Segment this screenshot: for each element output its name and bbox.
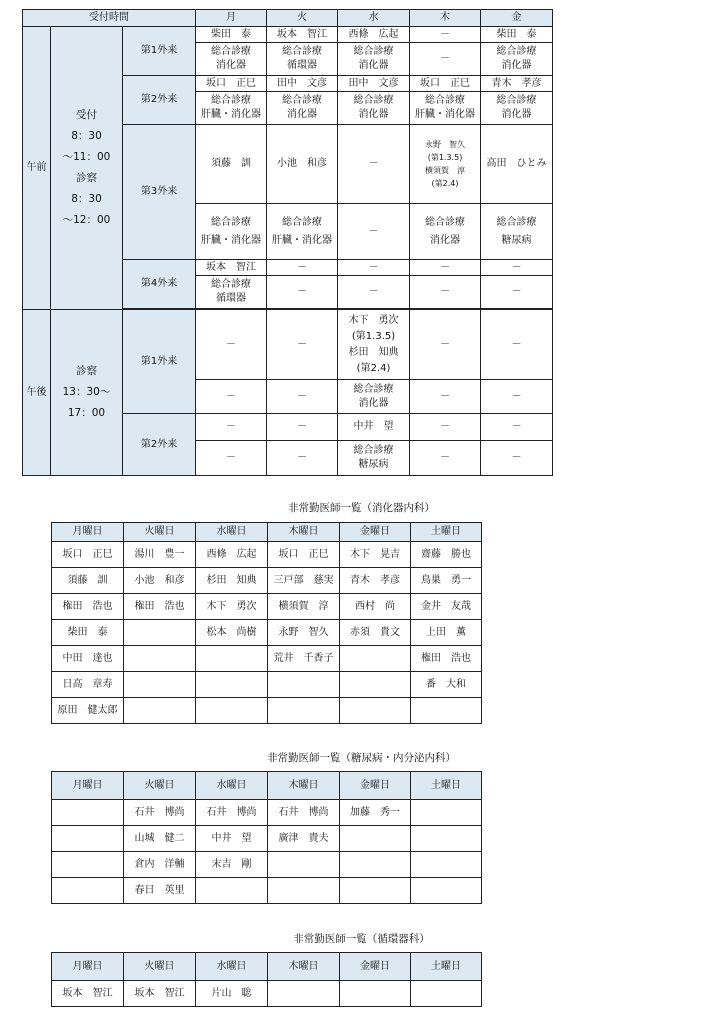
doctor-cell	[124, 698, 196, 724]
am-clinic3-label: 第3外来	[123, 125, 196, 260]
pm-clinic2-doctor: 中井 望	[338, 414, 410, 441]
pm-clinic1-dept: －	[481, 380, 553, 414]
wed-header: 水曜日	[196, 772, 268, 800]
am-clinic4-doctor: －	[338, 260, 410, 276]
pm-clinic2-dept: －	[267, 441, 338, 476]
am-clinic2-dept: 総合診療 肝臓・消化器	[196, 92, 267, 125]
doctor-cell	[124, 620, 196, 646]
doctor-cell	[340, 698, 411, 724]
am-clinic3-dept: 総合診療 肝臓・消化器	[196, 204, 267, 260]
doctor-cell	[268, 672, 340, 698]
am-clinic4-doctor: －	[267, 260, 338, 276]
table-row	[52, 594, 482, 620]
am-clinic1-dept: 総合診療 消化器	[481, 43, 553, 76]
doctor-cell: 末吉 剛	[196, 852, 268, 878]
am-clinic2-dept: 総合診療 肝臓・消化器	[410, 92, 481, 125]
doctor-cell	[340, 852, 411, 878]
doctor-cell	[411, 826, 482, 852]
am-clinic3-dept: 総合診療 消化器	[410, 204, 481, 260]
doctor-cell: 湯川 豊一	[124, 542, 196, 568]
am-clinic4-dept: －	[481, 276, 553, 309]
am-clinic1-doctor: 西條 広起	[338, 27, 410, 43]
thu-header: 木曜日	[268, 772, 340, 800]
doctor-cell: 西條 広起	[196, 542, 268, 568]
doctor-cell	[52, 852, 124, 878]
doctor-cell	[340, 672, 411, 698]
table-row	[52, 826, 482, 852]
pm-label: 午後	[23, 310, 51, 476]
am-clinic4-dept: 総合診療 循環器	[196, 276, 267, 309]
doctor-cell: 杉田 知典	[196, 568, 268, 594]
am-clinic3-dept: 総合診療 肝臓・消化器	[267, 204, 338, 260]
am-clinic1-doctor: 柴田 泰	[196, 27, 267, 43]
table-row	[52, 672, 482, 698]
am-clinic2-doctor: 坂口 正巳	[196, 76, 267, 92]
pm-clinic2-dept: －	[481, 441, 553, 476]
doctor-cell: 青木 孝彦	[340, 568, 411, 594]
doctor-cell	[411, 852, 482, 878]
reception-time-header: 受付時間	[23, 10, 196, 27]
outpatient-schedule-table	[22, 9, 553, 476]
doctor-cell	[196, 646, 268, 672]
pm-clinic1-doctor: －	[410, 310, 481, 380]
pm-clinic2-doctor: －	[267, 414, 338, 441]
am-clinic1-doctor: 坂本 智江	[267, 27, 338, 43]
doctor-cell	[268, 878, 340, 904]
table-row	[52, 620, 482, 646]
am-clinic2-dept: 総合診療 消化器	[267, 92, 338, 125]
mon-header: 月曜日	[52, 523, 124, 542]
doctor-cell	[411, 981, 482, 1007]
table-row	[52, 542, 482, 568]
pm-clinic2-dept: 総合診療 糖尿病	[338, 441, 410, 476]
am-clinic1-dept: 総合診療 消化器	[196, 43, 267, 76]
doctor-cell	[52, 826, 124, 852]
tuesday-header: 火	[267, 10, 338, 27]
am-clinic3-doctor: 高田 ひとみ	[481, 125, 553, 204]
doctor-cell: 松本 尚樹	[196, 620, 268, 646]
doctor-cell: 齋藤 勝也	[411, 542, 482, 568]
table-row	[52, 981, 482, 1007]
doctor-cell: 石井 博尚	[124, 800, 196, 826]
am-clinic2-doctor: 坂口 正巳	[410, 76, 481, 92]
pm-clinic2-dept: －	[196, 441, 267, 476]
am-clinic1-doctor: －	[410, 27, 481, 43]
mon-header: 月曜日	[52, 953, 124, 981]
doctor-cell	[52, 800, 124, 826]
am-clinic1-label: 第1外来	[123, 27, 196, 76]
doctor-cell	[196, 878, 268, 904]
pm-clinic2-doctor: －	[481, 414, 553, 441]
doctor-cell: 権田 浩也	[411, 646, 482, 672]
doctor-cell: 横須賀 淳	[268, 594, 340, 620]
doctor-cell: 上田 薫	[411, 620, 482, 646]
doctor-cell	[340, 981, 411, 1007]
tue-header: 火曜日	[124, 953, 196, 981]
table-row	[52, 698, 482, 724]
am-clinic3-dept: 総合診療 糖尿病	[481, 204, 553, 260]
pm-clinic1-dept: －	[267, 380, 338, 414]
pm-clinic2-dept: －	[410, 441, 481, 476]
sat-header: 土曜日	[411, 953, 482, 981]
am-clinic2-doctor: 田中 文彦	[267, 76, 338, 92]
pm-time-cell: 診察 13：30～ 17：00	[51, 310, 123, 476]
sat-header: 土曜日	[411, 772, 482, 800]
am-clinic3-doctor: 須藤 訓	[196, 125, 267, 204]
fri-header: 金曜日	[340, 953, 411, 981]
am-clinic4-dept: －	[267, 276, 338, 309]
pm-clinic1-label: 第1外来	[123, 310, 196, 414]
am-clinic1-doctor: 柴田 泰	[481, 27, 553, 43]
am-time-cell: 受付 8：30 ～11：00 診察 8：30 ～12：00	[51, 27, 123, 310]
tue-header: 火曜日	[124, 772, 196, 800]
pm-clinic1-dept: －	[410, 380, 481, 414]
am-clinic4-dept: －	[338, 276, 410, 309]
table-row	[52, 568, 482, 594]
doctor-cell: 荒井 千香子	[268, 646, 340, 672]
doctor-cell: 番 大和	[411, 672, 482, 698]
am-clinic2-dept: 総合診療 消化器	[481, 92, 553, 125]
doctor-cell	[340, 646, 411, 672]
table-row	[52, 878, 482, 904]
am-clinic1-dept: －	[410, 43, 481, 76]
doctor-cell: 石井 博尚	[196, 800, 268, 826]
am-clinic2-doctor: 田中 文彦	[338, 76, 410, 92]
am-clinic2-doctor: 青木 孝彦	[481, 76, 553, 92]
wednesday-header: 水	[338, 10, 410, 27]
pm-clinic1-dept: －	[196, 380, 267, 414]
am-clinic3-dept: －	[338, 204, 410, 260]
doctor-cell: 片山 聡	[196, 981, 268, 1007]
am-clinic4-dept: －	[410, 276, 481, 309]
cardiology-doctors-table	[51, 952, 482, 1007]
doctor-cell: 原田 健太郎	[52, 698, 124, 724]
pm-clinic2-doctor: －	[196, 414, 267, 441]
doctor-cell: 永野 智久	[268, 620, 340, 646]
doctor-cell: 加藤 秀一	[340, 800, 411, 826]
thursday-header: 木	[410, 10, 481, 27]
doctor-cell: 春日 英里	[124, 878, 196, 904]
pm-clinic2-label: 第2外来	[123, 414, 196, 476]
doctor-cell	[196, 672, 268, 698]
doctor-cell	[340, 826, 411, 852]
doctor-cell: 赤須 貴文	[340, 620, 411, 646]
am-clinic1-dept: 総合診療 消化器	[338, 43, 410, 76]
doctor-cell	[268, 698, 340, 724]
friday-header: 金	[481, 10, 553, 27]
doctor-cell: 三戸部 慈実	[268, 568, 340, 594]
doctor-cell: 中田 達也	[52, 646, 124, 672]
mon-header: 月曜日	[52, 772, 124, 800]
table-row	[52, 800, 482, 826]
am-clinic3-doctor: 小池 和彦	[267, 125, 338, 204]
gastro-table-title: 非常勤医師一覧（消化器内科）	[288, 502, 435, 514]
doctor-cell: 倉内 洋輔	[124, 852, 196, 878]
table-row	[52, 646, 482, 672]
thu-header: 木曜日	[268, 953, 340, 981]
doctor-cell	[411, 698, 482, 724]
doctor-cell: 日高 章寿	[52, 672, 124, 698]
doctor-cell	[268, 981, 340, 1007]
doctor-cell: 廣津 貴夫	[268, 826, 340, 852]
fri-header: 金曜日	[340, 772, 411, 800]
doctor-cell	[196, 698, 268, 724]
doctor-cell: 小池 和彦	[124, 568, 196, 594]
doctor-cell	[411, 800, 482, 826]
doctor-cell	[124, 672, 196, 698]
fri-header: 金曜日	[340, 523, 411, 542]
doctor-cell: 鳥巣 勇一	[411, 568, 482, 594]
pm-clinic1-doctor: －	[196, 310, 267, 380]
am-clinic3-doctor: 永野 智久 (第1.3.5) 横須賀 淳 (第2.4)	[410, 125, 481, 204]
doctor-cell: 権田 浩也	[124, 594, 196, 620]
pm-clinic1-dept: 総合診療 消化器	[338, 380, 410, 414]
doctor-cell	[340, 878, 411, 904]
tue-header: 火曜日	[124, 523, 196, 542]
doctor-cell: 山城 健二	[124, 826, 196, 852]
doctor-cell: 木下 勇次	[196, 594, 268, 620]
doctor-cell: 坂本 智江	[124, 981, 196, 1007]
doctor-cell: 石井 博尚	[268, 800, 340, 826]
table-row	[52, 852, 482, 878]
doctor-cell: 須藤 訓	[52, 568, 124, 594]
doctor-cell	[124, 646, 196, 672]
am-clinic1-dept: 総合診療 循環器	[267, 43, 338, 76]
gastro-doctors-table	[51, 522, 482, 724]
wed-header: 水曜日	[196, 523, 268, 542]
doctor-cell: 中井 望	[196, 826, 268, 852]
am-clinic4-label: 第4外来	[123, 260, 196, 309]
doctor-cell	[268, 852, 340, 878]
wed-header: 水曜日	[196, 953, 268, 981]
pm-clinic1-doctor: －	[267, 310, 338, 380]
doctor-cell	[52, 878, 124, 904]
monday-header: 月	[196, 10, 267, 27]
doctor-cell: 坂口 正巳	[268, 542, 340, 568]
doctor-cell: 坂本 智江	[52, 981, 124, 1007]
pm-clinic1-doctor: 木下 勇次 (第1.3.5) 杉田 知典 (第2.4)	[338, 310, 410, 380]
pm-clinic2-doctor: －	[410, 414, 481, 441]
doctor-cell: 坂口 正巳	[52, 542, 124, 568]
doctor-cell: 金井 友哉	[411, 594, 482, 620]
doctor-cell: 木下 晃吉	[340, 542, 411, 568]
doctor-cell: 西村 尚	[340, 594, 411, 620]
thu-header: 木曜日	[268, 523, 340, 542]
am-clinic4-doctor: －	[410, 260, 481, 276]
am-label: 午前	[23, 27, 51, 310]
diabetes-doctors-table	[51, 771, 482, 904]
doctor-cell: 権田 浩也	[52, 594, 124, 620]
am-clinic3-doctor: －	[338, 125, 410, 204]
am-clinic2-dept: 総合診療 消化器	[338, 92, 410, 125]
doctor-cell	[411, 878, 482, 904]
am-clinic2-label: 第2外来	[123, 76, 196, 125]
am-clinic4-doctor: 坂本 智江	[196, 260, 267, 276]
cardiology-table-title: 非常勤医師一覧（循環器科）	[293, 933, 430, 945]
pm-clinic1-doctor: －	[481, 310, 553, 380]
diabetes-table-title: 非常勤医師一覧（糖尿病・内分泌内科）	[267, 752, 456, 764]
am-clinic4-doctor: －	[481, 260, 553, 276]
doctor-cell: 柴田 泰	[52, 620, 124, 646]
sat-header: 土曜日	[411, 523, 482, 542]
